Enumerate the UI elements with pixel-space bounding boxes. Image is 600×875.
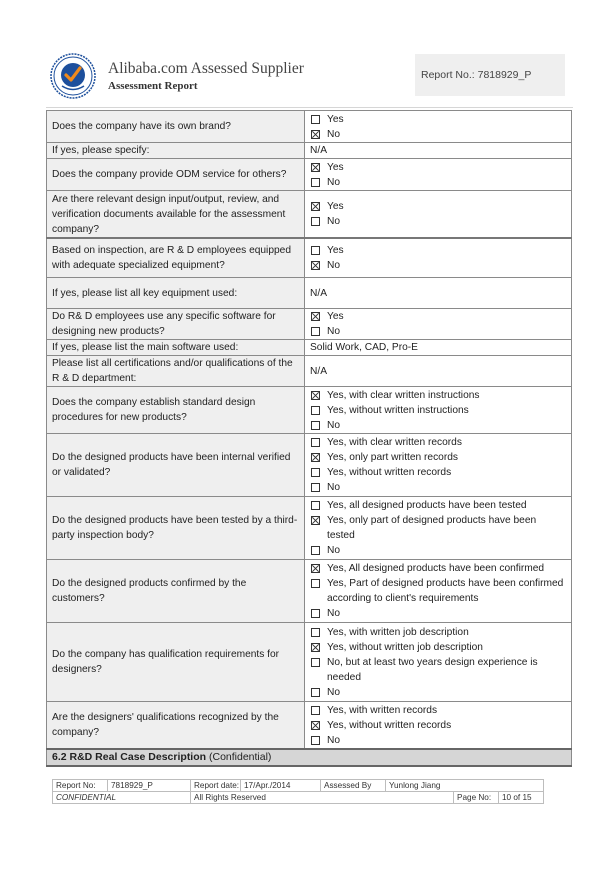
option-label: Yes, without written instructions [327,404,469,416]
checked-checkbox-icon[interactable] [311,202,320,211]
footer-rights: All Rights Reserved [191,792,454,804]
checked-checkbox-icon[interactable] [311,163,320,172]
answer-option[interactable] [310,199,566,214]
section-header [47,749,572,766]
answer-option[interactable] [310,127,566,142]
option-label: Yes [327,245,344,256]
header-divider [46,107,573,108]
supplier-assessment-seal-logo [50,53,96,99]
option-label: Yes, with clear written instructions [327,389,480,401]
option-label: No [327,260,341,271]
answer-cell [305,159,572,191]
question-row [47,356,572,387]
question-row [47,309,572,340]
option-label: Yes, without written records [327,467,452,478]
answer-option[interactable] [310,160,566,175]
question-text: Do the designed products confirmed by the customers? [47,560,305,623]
footer-page-no-label: Page No: [454,792,499,804]
question-text: If yes, please list the main software used: [47,340,305,356]
answer-cell [305,191,572,239]
brand-title: Alibaba.com Assessed Supplier [108,60,304,77]
question-text: Please list all certifications and/or qualifications of the R & D department: [47,356,305,387]
question-text: Are there relevant design input/output, review, and verification documents available for the assessment company? [47,191,305,239]
answer-option[interactable] [310,718,566,733]
footer-row-1 [53,780,544,792]
checked-checkbox-icon[interactable] [311,721,320,730]
footer-confidential: CONFIDENTIAL [53,792,191,804]
option-label: No [327,545,341,556]
answer-option[interactable] [310,640,566,655]
option-label: Yes, All designed products have been confirmed [327,563,545,574]
answer-cell [305,111,572,143]
answer-option[interactable] [310,243,566,258]
answer-option[interactable] [310,175,566,190]
option-label: Yes, with written job description [327,626,469,638]
answer-cell [305,623,572,702]
unchecked-checkbox-icon[interactable] [311,483,320,492]
question-text: Based on inspection, are R & D employees equipped with adequate specialized equipment? [47,238,305,278]
answer-option[interactable] [310,543,566,558]
checked-checkbox-icon[interactable] [311,564,320,573]
question-row [47,159,572,191]
answer-option[interactable] [310,309,566,324]
answer-option[interactable] [310,733,566,748]
footer-report-date-label: Report date: [191,780,241,792]
answer-option[interactable] [310,685,566,700]
brand-subtitle: Assessment Report [108,80,198,92]
question-text: Does the company provide ODM service for others? [47,159,305,191]
option-label: Yes, without written records [327,719,452,731]
answer-option[interactable] [310,112,566,127]
option-label: No [327,326,341,337]
question-text: Are the designers' qualifications recognized by the company? [47,702,305,750]
footer-assessed-by-label: Assessed By [321,780,386,792]
unchecked-checkbox-icon[interactable] [311,178,320,187]
checked-checkbox-icon[interactable] [311,453,320,462]
question-text: Do R& D employees use any specific software for designing new products? [47,309,305,340]
rd-assessment-table [46,110,572,767]
section-note: (Confidential) [208,751,272,763]
answer-option[interactable] [310,418,566,433]
question-row [47,434,572,497]
answer-option[interactable] [310,450,566,465]
unchecked-checkbox-icon[interactable] [311,706,320,715]
checked-checkbox-icon[interactable] [311,391,320,400]
option-label: Yes [327,161,344,173]
answer-option[interactable] [310,465,566,480]
answer-cell [305,434,572,497]
option-label: Yes, without written job description [327,641,483,653]
question-row [47,702,572,750]
footer-report-date: 17/Apr./2014 [241,780,321,792]
unchecked-checkbox-icon[interactable] [311,736,320,745]
footer-row-2 [53,792,544,804]
answer-option[interactable] [310,214,566,229]
unchecked-checkbox-icon[interactable] [311,115,320,124]
answer-text: N/A [305,356,572,387]
option-label: Yes, Part of designed products have been confirmed according to client's requirements [327,578,564,604]
option-label: No [327,128,341,140]
footer-report-no-label: Report No: [53,780,108,792]
unchecked-checkbox-icon[interactable] [311,246,320,255]
option-label: No [327,608,341,619]
question-text: Do the designed products have been tested by a third-party inspection body? [47,497,305,560]
question-row [47,191,572,239]
checked-checkbox-icon[interactable] [311,516,320,525]
checked-checkbox-icon[interactable] [311,130,320,139]
option-label: No [327,176,341,188]
page-footer [52,779,544,804]
answer-option[interactable] [310,625,566,640]
footer-assessed-by: Yunlong Jiang [386,780,544,792]
answer-option[interactable] [310,324,566,339]
answer-cell [305,238,572,278]
answer-option[interactable] [310,655,566,685]
option-label: Yes, with clear written records [327,437,462,448]
question-row [47,340,572,356]
option-label: No [327,216,341,227]
answer-option[interactable] [310,498,566,513]
answer-option[interactable] [310,480,566,495]
section-title: 6.2 R&D Real Case Description [52,751,207,763]
question-row [47,143,572,159]
option-label: Yes [327,201,344,212]
question-row [47,278,572,309]
option-label: Yes [327,113,344,125]
option-label: Yes, with written records [327,704,438,716]
unchecked-checkbox-icon[interactable] [311,421,320,430]
unchecked-checkbox-icon[interactable] [311,468,320,477]
unchecked-checkbox-icon[interactable] [311,406,320,415]
answer-cell [305,560,572,623]
checked-checkbox-icon[interactable] [311,312,320,321]
checked-checkbox-icon[interactable] [311,261,320,270]
unchecked-checkbox-icon[interactable] [311,609,320,618]
footer-report-no: 7818929_P [108,780,191,792]
report-number-box [415,54,565,96]
section-header-row [47,749,572,766]
unchecked-checkbox-icon[interactable] [311,327,320,336]
unchecked-checkbox-icon[interactable] [311,501,320,510]
unchecked-checkbox-icon[interactable] [311,628,320,637]
answer-text: N/A [305,278,572,309]
option-label: Yes [327,311,344,322]
report-header [0,0,600,108]
question-row [47,111,572,143]
option-label: Yes, all designed products have been tested [327,500,527,511]
unchecked-checkbox-icon[interactable] [311,688,320,697]
question-text: Do the company has qualification requirements for designers? [47,623,305,702]
option-label: No, but at least two years design experience is needed [327,656,538,683]
answer-option[interactable] [310,388,566,403]
answer-option[interactable] [310,403,566,418]
answer-option[interactable] [310,703,566,718]
option-label: No [327,482,341,493]
question-text: Does the company have its own brand? [47,111,305,143]
answer-option[interactable] [310,435,566,450]
answer-option[interactable] [310,576,566,606]
unchecked-checkbox-icon[interactable] [311,546,320,555]
answer-option[interactable] [310,513,566,543]
option-label: Yes, only part written records [327,452,458,463]
report-number: Report No.: 7818929_P [421,69,532,81]
answer-cell [305,702,572,750]
question-text: If yes, please list all key equipment used: [47,278,305,309]
footer-page-no: 10 of 15 [499,792,544,804]
question-row [47,497,572,560]
answer-option[interactable] [310,561,566,576]
question-text: Does the company establish standard design procedures for new products? [47,387,305,434]
question-row [47,238,572,278]
option-label: Yes, only part of designed products have been tested [327,515,537,541]
answer-option[interactable] [310,258,566,273]
option-label: No [327,686,341,698]
answer-option[interactable] [310,606,566,621]
question-row [47,623,572,702]
unchecked-checkbox-icon[interactable] [311,217,320,226]
answer-cell [305,387,572,434]
answer-text: N/A [305,143,572,159]
question-row [47,560,572,623]
question-text: If yes, please specify: [47,143,305,159]
option-label: No [327,419,341,431]
checked-checkbox-icon[interactable] [311,643,320,652]
unchecked-checkbox-icon[interactable] [311,438,320,447]
answer-cell [305,497,572,560]
question-row [47,387,572,434]
answer-cell [305,309,572,340]
unchecked-checkbox-icon[interactable] [311,579,320,588]
option-label: No [327,734,341,746]
unchecked-checkbox-icon[interactable] [311,658,320,667]
answer-text: Solid Work, CAD, Pro-E [305,340,572,356]
question-text: Do the designed products have been internal verified or validated? [47,434,305,497]
